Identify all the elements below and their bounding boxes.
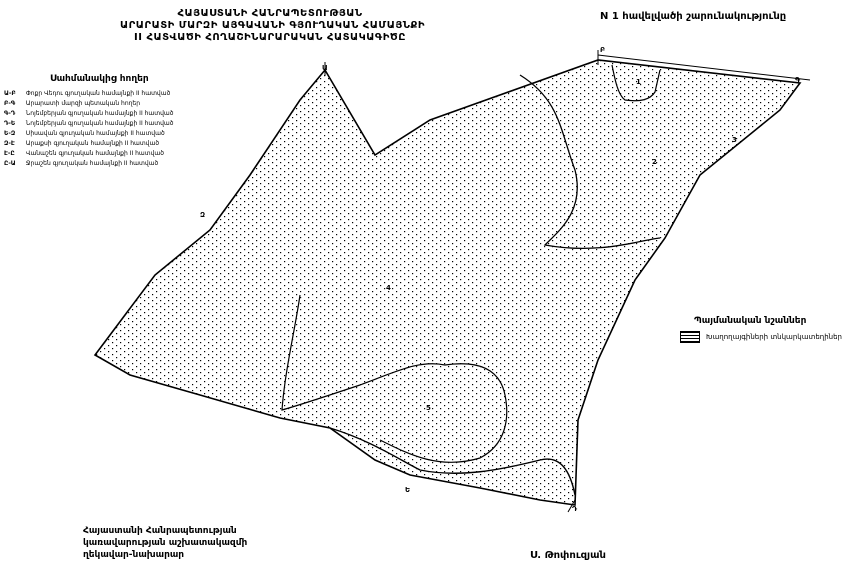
boundary-item xyxy=(4,139,174,149)
boundary-code: Ը-Ա xyxy=(4,160,16,167)
adjacent-lands-list xyxy=(4,89,174,169)
map-point-z: Զ xyxy=(200,211,206,219)
map-point-a: Ա xyxy=(322,64,328,72)
boundary-text: Նոյեմբերյան գյուղական համայնքի II հատված xyxy=(25,120,174,127)
boundary-item xyxy=(4,99,174,109)
boundary-text: Փոքր Վեդու գյուղական համայնքի II հատված xyxy=(25,90,171,97)
adjacent-lands-heading: Սահմանակից հողեր xyxy=(50,74,149,84)
parcel-label-4: 4 xyxy=(386,284,391,292)
map-point-d: Դ xyxy=(572,505,578,513)
boundary-text: Վանաշեն գյուղական համայնքի II հատված xyxy=(25,150,165,157)
boundary-text: Սիսավան գյուղական համայնքի II հատված xyxy=(25,130,165,137)
title-line-1: ՀԱՅԱՍՏԱՆԻ ՀԱՆՐԱՊԵՏՈՒԹՅԱՆ xyxy=(177,8,363,19)
boundary-text: Նոյեմբերյան գյուղական համայնքի II հատված xyxy=(25,110,174,117)
signatory-name: Ս. Թոփուզյան xyxy=(530,550,606,561)
legend-item-label: Խաղողայգիների տնկարկատեղիներ xyxy=(706,333,842,341)
boundary-text: Արարատի մարզի պետական հողեր xyxy=(25,100,141,107)
legend-heading: Պայմանական նշաններ xyxy=(694,316,807,326)
boundary-code: Ե-Զ xyxy=(4,130,16,137)
legend-item xyxy=(680,331,842,343)
boundary-item xyxy=(4,109,174,119)
map-point-g: Գ xyxy=(795,76,801,84)
boundary-text: Ջրաշեն գյուղական համայնքի II հատված xyxy=(25,160,159,167)
parcel-label-3: 3 xyxy=(732,136,737,144)
parcel-label-2: 2 xyxy=(652,158,657,166)
map-point-e: Ե xyxy=(405,486,411,494)
boundary-item xyxy=(4,119,174,129)
annex-label: N 1 հավելվածի շարունակությունը xyxy=(600,11,787,22)
boundary-code: Դ-Ե xyxy=(4,120,16,127)
signatory-line-3: ղեկավար-նախարար xyxy=(83,550,185,560)
boundary-item xyxy=(4,89,174,99)
boundary-item xyxy=(4,149,174,159)
title-line-3: II ՀԱՏՎԱԾԻ ՀՈՂԱՇԻՆԱՐԱՐԱԿԱՆ ՀԱՏԱԿԱԳԻԾԸ xyxy=(134,32,406,43)
title-line-2: ԱՐԱՐԱՏԻ ՄԱՐԶԻ ԱՅԳԱՎԱՆԻ ԳՅՈՒՂԱԿԱՆ ՀԱՄԱՅՆՔԻ xyxy=(120,20,426,31)
boundary-code: Գ-Դ xyxy=(4,110,16,117)
boundary-item xyxy=(4,129,174,139)
parcel-label-1: 1 xyxy=(636,78,641,86)
boundary-code: Բ-Գ xyxy=(4,100,16,107)
signatory-line-1: Հայաստանի Հանրապետության xyxy=(83,526,237,536)
boundary-item xyxy=(4,159,174,169)
vineyard-swatch xyxy=(680,331,700,343)
map-point-b: Բ xyxy=(600,46,606,54)
boundary-code: Է-Ը xyxy=(4,150,15,157)
boundary-code: Ա-Բ xyxy=(4,90,16,97)
signatory-line-2: կառավարության աշխատակազմի xyxy=(83,538,248,548)
site-boundary xyxy=(95,60,800,505)
parcel-label-5: 5 xyxy=(426,404,431,412)
signatory-title xyxy=(83,525,247,561)
boundary-code: Զ-Է xyxy=(4,140,15,147)
boundary-text: Արաքսի գյուղական համայնքի II հատված xyxy=(25,140,160,147)
